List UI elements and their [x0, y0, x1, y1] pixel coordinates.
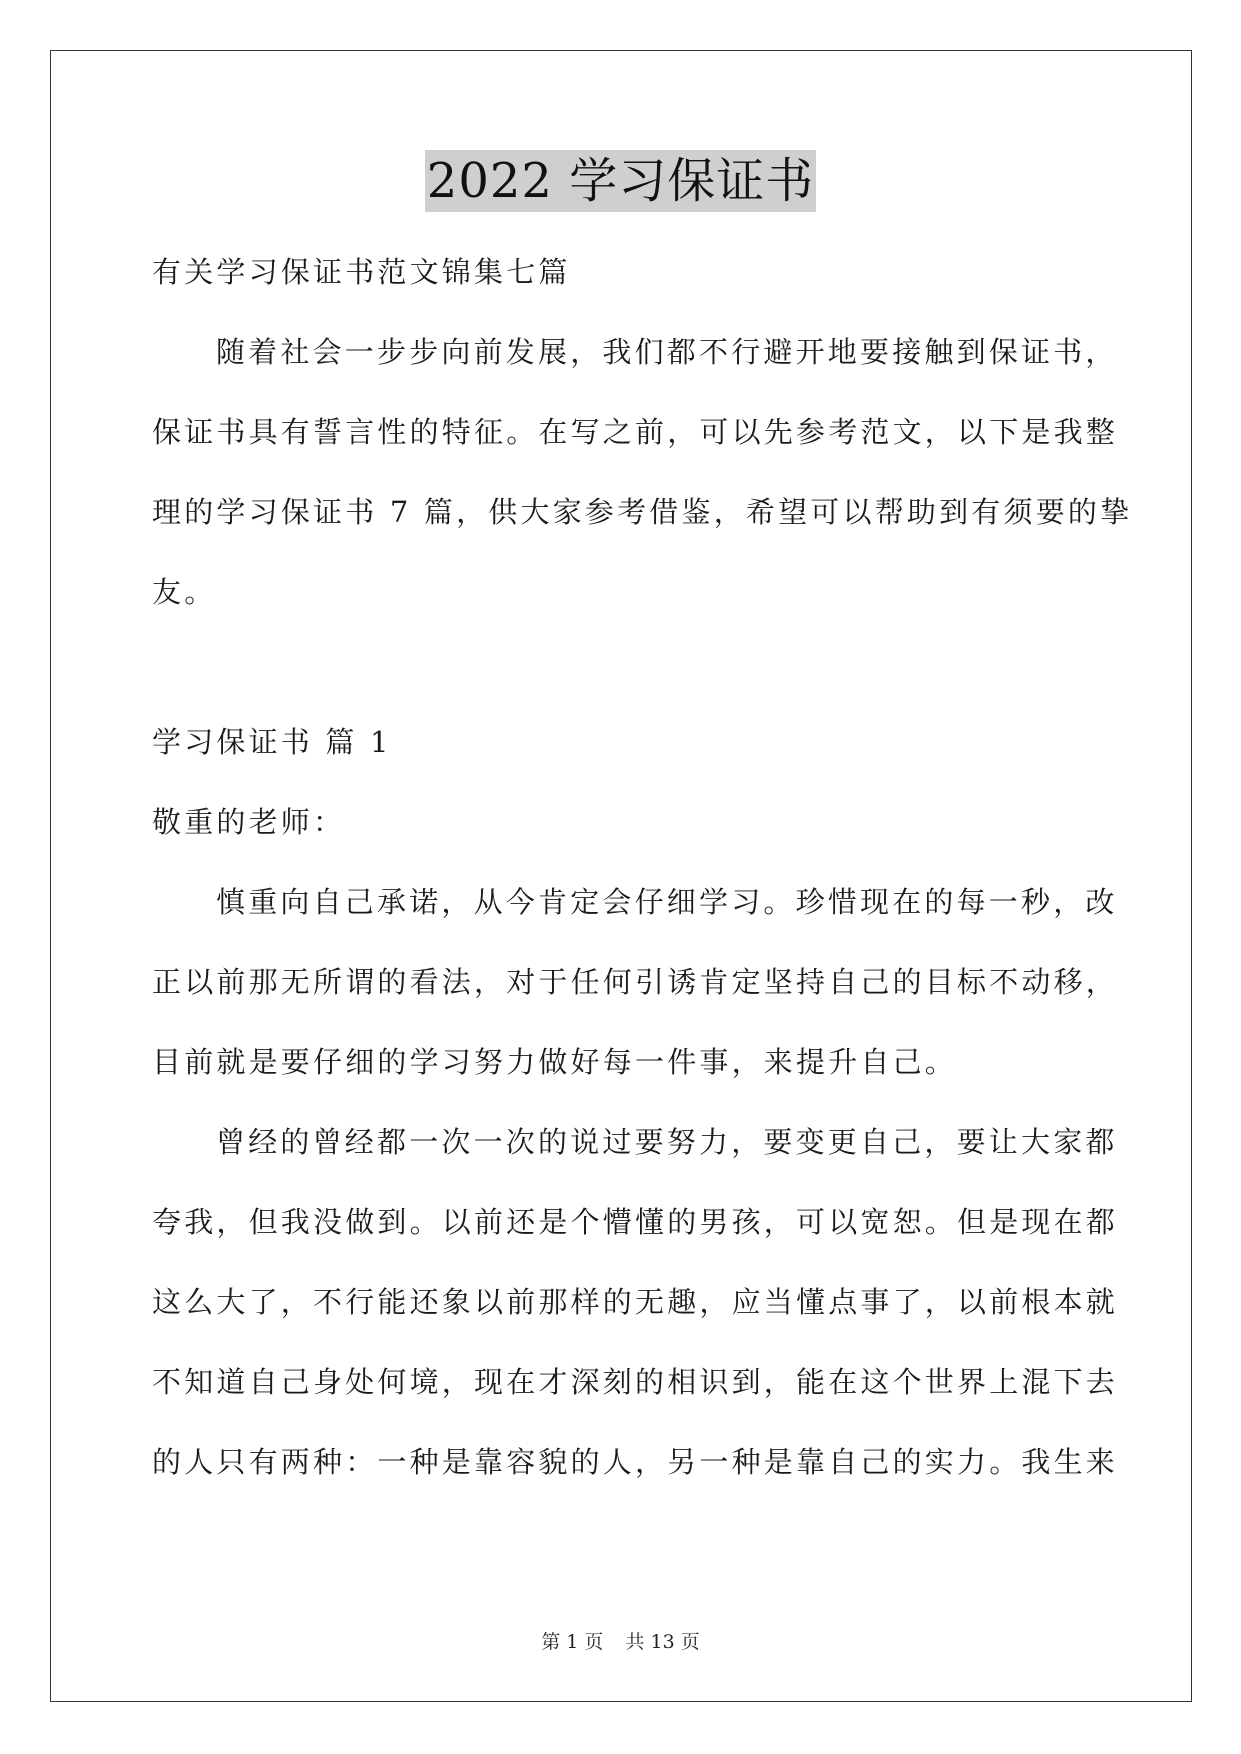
paragraph-line: 慎重向自己承诺，从今肯定会仔细学习。珍惜现在的每一秒，改 [216, 885, 1118, 919]
paragraph-line: 的人只有两种：一种是靠容貌的人，另一种是靠自己的实力。我生来 [152, 1445, 1119, 1479]
title-container [0, 150, 1241, 212]
intro-line: 理的学习保证书 7 篇，供大家参考借鉴，希望可以帮助到有须要的挚 [152, 495, 1133, 529]
paragraph-line: 正以前那无所谓的看法，对于任何引诱肯定坚持自己的目标不动移， [152, 965, 1119, 999]
paragraph-line: 夸我，但我没做到。以前还是个懵懂的男孩，可以宽恕。但是现在都 [152, 1205, 1119, 1239]
paragraph-1 [152, 862, 1119, 1102]
paragraph-line: 目前就是要仔细的学习努力做好每一件事，来提升自己。 [152, 1045, 958, 1079]
paragraph-2 [152, 1102, 1119, 1502]
page-number: 第 1 页 [541, 1631, 604, 1653]
subtitle: 有关学习保证书范文锦集七篇 [152, 255, 571, 289]
paragraph-line: 曾经的曾经都一次一次的说过要努力，要变更自己，要让大家都 [216, 1125, 1118, 1159]
section-gap [152, 632, 1092, 702]
intro-line: 友。 [152, 575, 217, 609]
document-body [152, 232, 1133, 1502]
document-title: 2022 学习保证书 [425, 150, 816, 212]
salutation: 敬重的老师： [152, 805, 346, 839]
page-footer [0, 1627, 1241, 1654]
intro-paragraph [152, 312, 1133, 632]
intro-line: 保证书具有誓言性的特征。在写之前，可以先参考范文，以下是我整 [152, 415, 1119, 449]
paragraph-line: 这么大了，不行能还象以前那样的无趣，应当懂点事了，以前根本就 [152, 1285, 1119, 1319]
intro-line: 随着社会一步步向前发展，我们都不行避开地要接触到保证书， [216, 335, 1118, 369]
paragraph-line: 不知道自己身处何境，现在才深刻的相识到，能在这个世界上混下去 [152, 1365, 1119, 1399]
page-total: 共 13 页 [625, 1631, 700, 1653]
section-heading: 学习保证书 篇 1 [152, 725, 392, 759]
